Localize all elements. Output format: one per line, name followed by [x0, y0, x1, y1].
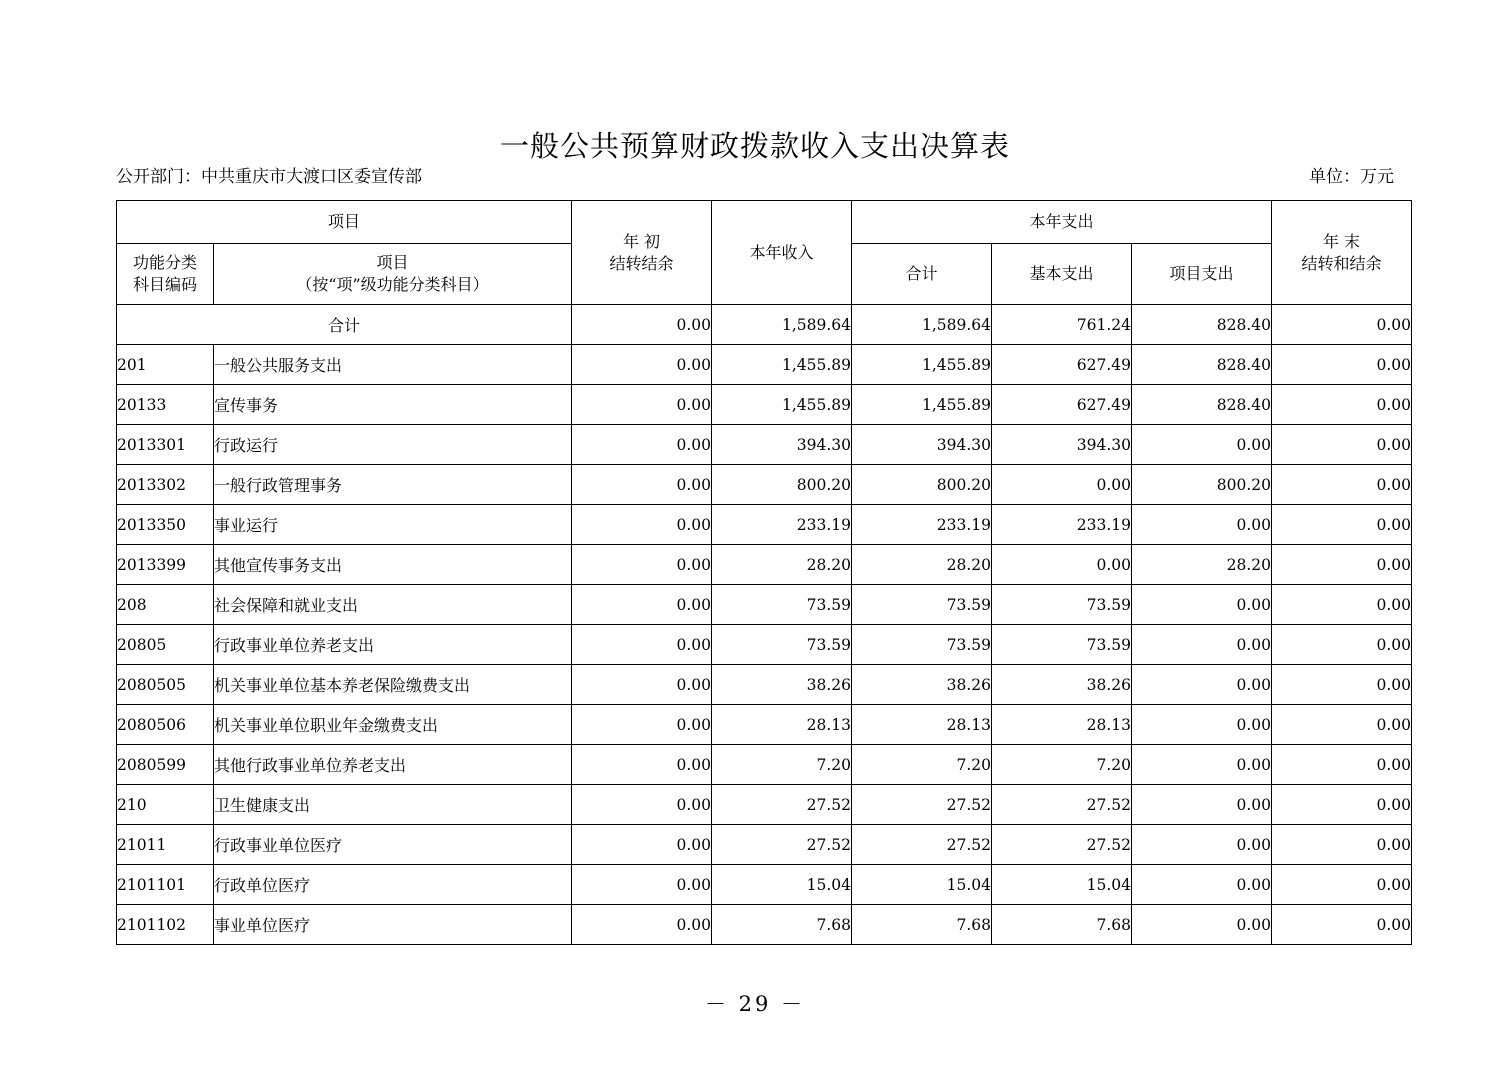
- row-expense-basic: 0.00: [992, 545, 1132, 585]
- row-expense-project: 0.00: [1132, 425, 1272, 465]
- row-expense-total: 233.19: [852, 505, 992, 545]
- row-expense-total: 7.68: [852, 905, 992, 945]
- row-end-balance: 0.00: [1272, 585, 1412, 625]
- row-end-balance: 0.00: [1272, 785, 1412, 825]
- row-year-income: 7.20: [712, 745, 852, 785]
- row-expense-project: 800.20: [1132, 465, 1272, 505]
- header-name-line1: 项目: [376, 253, 409, 273]
- table-header-row-1: [117, 201, 1412, 244]
- row-name: 事业单位医疗: [214, 905, 572, 945]
- table-row: [117, 385, 1412, 425]
- row-code: 2080505: [117, 665, 214, 705]
- table-row: [117, 625, 1412, 665]
- row-begin-balance: 0.00: [572, 745, 712, 785]
- row-year-income: 28.20: [712, 545, 852, 585]
- row-expense-project: 0.00: [1132, 825, 1272, 865]
- table-row: [117, 585, 1412, 625]
- row-code: 201: [117, 345, 214, 385]
- row-name: 机关事业单位职业年金缴费支出: [214, 705, 572, 745]
- row-name: 行政运行: [214, 425, 572, 465]
- row-expense-total: 73.59: [852, 585, 992, 625]
- row-code: 2013350: [117, 505, 214, 545]
- table-row: [117, 865, 1412, 905]
- row-expense-total: 800.20: [852, 465, 992, 505]
- row-begin-balance: 0.00: [572, 905, 712, 945]
- table-row: [117, 785, 1412, 825]
- row-expense-basic: 28.13: [992, 705, 1132, 745]
- row-end-balance: 0.00: [1272, 345, 1412, 385]
- row-name: 行政单位医疗: [214, 865, 572, 905]
- row-end-balance: 0.00: [1272, 865, 1412, 905]
- table-row: [117, 465, 1412, 505]
- total-expense-total: 1,589.64: [852, 305, 992, 345]
- header-begin-balance-line2: 结转结余: [609, 253, 674, 273]
- row-year-income: 800.20: [712, 465, 852, 505]
- row-year-income: 1,455.89: [712, 385, 852, 425]
- row-begin-balance: 0.00: [572, 465, 712, 505]
- row-expense-total: 15.04: [852, 865, 992, 905]
- header-year-income: 本年收入: [712, 201, 852, 305]
- row-expense-basic: 73.59: [992, 625, 1132, 665]
- header-begin-balance: [572, 201, 712, 305]
- header-project-group: 项目: [117, 201, 572, 244]
- row-begin-balance: 0.00: [572, 585, 712, 625]
- row-year-income: 73.59: [712, 585, 852, 625]
- row-expense-basic: 15.04: [992, 865, 1132, 905]
- table-row: [117, 425, 1412, 465]
- row-end-balance: 0.00: [1272, 425, 1412, 465]
- header-end-balance-line1: 年 末: [1322, 231, 1361, 251]
- row-expense-project: 0.00: [1132, 785, 1272, 825]
- table-row: [117, 905, 1412, 945]
- total-expense-project: 828.40: [1132, 305, 1272, 345]
- row-year-income: 73.59: [712, 625, 852, 665]
- row-expense-basic: 233.19: [992, 505, 1132, 545]
- row-year-income: 27.52: [712, 785, 852, 825]
- row-begin-balance: 0.00: [572, 425, 712, 465]
- row-code: 208: [117, 585, 214, 625]
- header-name-column: [214, 244, 572, 305]
- row-year-income: 394.30: [712, 425, 852, 465]
- row-expense-project: 0.00: [1132, 625, 1272, 665]
- row-expense-project: 28.20: [1132, 545, 1272, 585]
- table-row-total: [117, 305, 1412, 345]
- row-name: 事业运行: [214, 505, 572, 545]
- row-year-income: 7.68: [712, 905, 852, 945]
- row-end-balance: 0.00: [1272, 825, 1412, 865]
- row-begin-balance: 0.00: [572, 345, 712, 385]
- row-expense-project: 0.00: [1132, 665, 1272, 705]
- row-expense-project: 0.00: [1132, 505, 1272, 545]
- total-year-income: 1,589.64: [712, 305, 852, 345]
- row-expense-basic: 627.49: [992, 345, 1132, 385]
- header-end-balance-line2: 结转和结余: [1301, 253, 1382, 273]
- row-code: 2101102: [117, 905, 214, 945]
- row-end-balance: 0.00: [1272, 545, 1412, 585]
- row-end-balance: 0.00: [1272, 385, 1412, 425]
- total-row-label: 合计: [117, 305, 572, 345]
- row-expense-total: 27.52: [852, 785, 992, 825]
- row-code: 210: [117, 785, 214, 825]
- row-code: 20133: [117, 385, 214, 425]
- table-body: [117, 305, 1412, 945]
- row-expense-project: 0.00: [1132, 745, 1272, 785]
- row-expense-basic: 38.26: [992, 665, 1132, 705]
- row-expense-total: 28.13: [852, 705, 992, 745]
- total-expense-basic: 761.24: [992, 305, 1132, 345]
- row-expense-total: 38.26: [852, 665, 992, 705]
- row-end-balance: 0.00: [1272, 665, 1412, 705]
- row-expense-total: 7.20: [852, 745, 992, 785]
- budget-table: [116, 200, 1412, 945]
- row-code: 21011: [117, 825, 214, 865]
- row-expense-project: 828.40: [1132, 385, 1272, 425]
- row-expense-basic: 27.52: [992, 825, 1132, 865]
- row-begin-balance: 0.00: [572, 625, 712, 665]
- table-row: [117, 705, 1412, 745]
- row-code: 2080506: [117, 705, 214, 745]
- row-expense-project: 0.00: [1132, 585, 1272, 625]
- row-begin-balance: 0.00: [572, 545, 712, 585]
- row-begin-balance: 0.00: [572, 785, 712, 825]
- total-begin-balance: 0.00: [572, 305, 712, 345]
- row-expense-total: 28.20: [852, 545, 992, 585]
- header-code-line1: 功能分类: [132, 253, 197, 273]
- row-end-balance: 0.00: [1272, 905, 1412, 945]
- row-end-balance: 0.00: [1272, 625, 1412, 665]
- row-name: 一般公共服务支出: [214, 345, 572, 385]
- row-expense-project: 0.00: [1132, 865, 1272, 905]
- row-name: 行政事业单位医疗: [214, 825, 572, 865]
- row-begin-balance: 0.00: [572, 825, 712, 865]
- row-code: 2013301: [117, 425, 214, 465]
- row-expense-total: 73.59: [852, 625, 992, 665]
- row-code: 2080599: [117, 745, 214, 785]
- row-year-income: 233.19: [712, 505, 852, 545]
- row-expense-basic: 0.00: [992, 465, 1132, 505]
- row-name: 一般行政管理事务: [214, 465, 572, 505]
- header-expense-basic: 基本支出: [992, 244, 1132, 305]
- page-title: 一般公共预算财政拨款收入支出决算表: [499, 129, 1010, 163]
- row-expense-project: 0.00: [1132, 905, 1272, 945]
- table-row: [117, 745, 1412, 785]
- unit-line: 单位：万元: [1309, 167, 1394, 187]
- row-year-income: 38.26: [712, 665, 852, 705]
- page-number: － 29 －: [704, 992, 806, 1016]
- table-row: [117, 825, 1412, 865]
- row-name: 行政事业单位养老支出: [214, 625, 572, 665]
- row-expense-basic: 394.30: [992, 425, 1132, 465]
- table-row: [117, 545, 1412, 585]
- row-expense-project: 0.00: [1132, 705, 1272, 745]
- row-end-balance: 0.00: [1272, 745, 1412, 785]
- table-row: [117, 345, 1412, 385]
- row-end-balance: 0.00: [1272, 465, 1412, 505]
- row-name: 社会保障和就业支出: [214, 585, 572, 625]
- header-name-line2: （按“项”级功能分类科目）: [296, 275, 489, 294]
- row-name: 其他行政事业单位养老支出: [214, 745, 572, 785]
- row-begin-balance: 0.00: [572, 505, 712, 545]
- row-begin-balance: 0.00: [572, 705, 712, 745]
- row-name: 机关事业单位基本养老保险缴费支出: [214, 665, 572, 705]
- table-row: [117, 505, 1412, 545]
- header-begin-balance-line1: 年 初: [622, 231, 661, 251]
- row-name: 宣传事务: [214, 385, 572, 425]
- row-expense-total: 1,455.89: [852, 385, 992, 425]
- header-code-line2: 科目编码: [132, 275, 197, 294]
- row-begin-balance: 0.00: [572, 385, 712, 425]
- total-end-balance: 0.00: [1272, 305, 1412, 345]
- row-expense-basic: 73.59: [992, 585, 1132, 625]
- row-expense-total: 1,455.89: [852, 345, 992, 385]
- row-expense-total: 394.30: [852, 425, 992, 465]
- row-code: 20805: [117, 625, 214, 665]
- header-expense-total: 合计: [852, 244, 992, 305]
- row-code: 2013399: [117, 545, 214, 585]
- row-code: 2013302: [117, 465, 214, 505]
- row-year-income: 27.52: [712, 825, 852, 865]
- row-expense-basic: 27.52: [992, 785, 1132, 825]
- table-row: [117, 665, 1412, 705]
- row-expense-basic: 7.68: [992, 905, 1132, 945]
- row-code: 2101101: [117, 865, 214, 905]
- row-expense-basic: 627.49: [992, 385, 1132, 425]
- row-year-income: 15.04: [712, 865, 852, 905]
- row-name: 卫生健康支出: [214, 785, 572, 825]
- row-expense-basic: 7.20: [992, 745, 1132, 785]
- row-year-income: 1,455.89: [712, 345, 852, 385]
- row-year-income: 28.13: [712, 705, 852, 745]
- row-expense-total: 27.52: [852, 825, 992, 865]
- department-line: 公开部门：中共重庆市大渡口区委宣传部: [116, 167, 422, 187]
- header-code-column: [117, 244, 214, 305]
- row-end-balance: 0.00: [1272, 705, 1412, 745]
- row-expense-project: 828.40: [1132, 345, 1272, 385]
- row-begin-balance: 0.00: [572, 865, 712, 905]
- header-year-expense-group: 本年支出: [852, 201, 1272, 244]
- row-end-balance: 0.00: [1272, 505, 1412, 545]
- header-end-balance: [1272, 201, 1412, 305]
- row-name: 其他宣传事务支出: [214, 545, 572, 585]
- header-expense-project: 项目支出: [1132, 244, 1272, 305]
- row-begin-balance: 0.00: [572, 665, 712, 705]
